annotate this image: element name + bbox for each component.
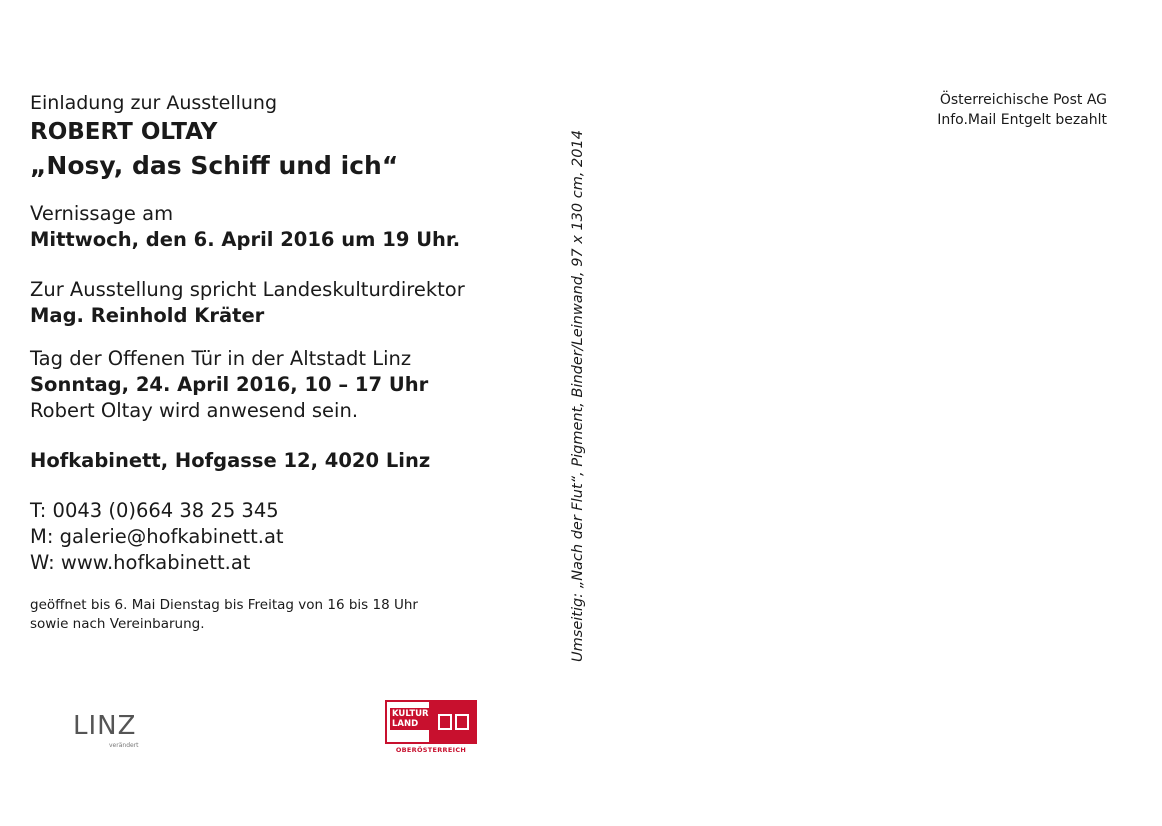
artist-name: ROBERT OLTAY: [30, 119, 218, 145]
vernissage-label: Vernissage am: [30, 202, 174, 225]
opening-hours-line2: sowie nach Vereinbarung.: [30, 616, 205, 632]
venue-address: Hofkabinett, Hofgasse 12, 4020 Linz: [30, 449, 431, 472]
invitation-intro: Einladung zur Ausstellung: [30, 92, 278, 114]
postage-line2: Info.Mail Entgelt bezahlt: [937, 112, 1107, 128]
linz-logo-sub: verändert: [109, 742, 139, 749]
contact-phone: T: 0043 (0)664 38 25 345: [30, 499, 279, 522]
contact-mail: M: galerie@hofkabinett.at: [30, 525, 284, 548]
kulturland-logo-box: [385, 700, 431, 744]
exhibition-title: „Nosy, das Schiff und ich“: [30, 151, 399, 180]
artwork-caption: Umseitig: „Nach der Flut“, Pigment, Binder/Leinwand, 97 x 130 cm, 2014: [570, 130, 586, 662]
linz-logo-word: LINZ: [73, 711, 137, 741]
kulturland-line2: LAND: [392, 719, 419, 729]
vernissage-date: Mittwoch, den 6. April 2016 um 19 Uhr.: [30, 228, 461, 251]
kulturland-logo-region: OBERÖSTERREICH: [395, 746, 467, 754]
postage-indicia: [937, 90, 1107, 130]
kulturland-square-icon: [455, 714, 469, 730]
contact-web: W: www.hofkabinett.at: [30, 551, 251, 574]
kulturland-logo: [385, 700, 477, 758]
open-day-label: Tag der Offenen Tür in der Altstadt Linz: [30, 347, 412, 370]
opening-hours-line1: geöffnet bis 6. Mai Dienstag bis Freitag von 16 bis 18 Uhr: [30, 597, 418, 613]
invitation-text-block: [30, 90, 550, 634]
open-day-note: Robert Oltay wird anwesend sein.: [30, 399, 359, 422]
postage-line1: Österreichische Post AG: [939, 92, 1107, 108]
kulturland-logo-text: [390, 708, 430, 730]
kulturland-line1: KULTUR: [392, 709, 429, 719]
open-day-date: Sonntag, 24. April 2016, 10 – 17 Uhr: [30, 373, 429, 396]
kulturland-square-icon: [438, 714, 452, 730]
linz-logo: [73, 712, 153, 752]
speaker-label: Zur Ausstellung spricht Landeskulturdirektor: [30, 278, 465, 301]
speaker-name: Mag. Reinhold Kräter: [30, 304, 265, 327]
kulturland-logo-mark: [431, 700, 477, 744]
